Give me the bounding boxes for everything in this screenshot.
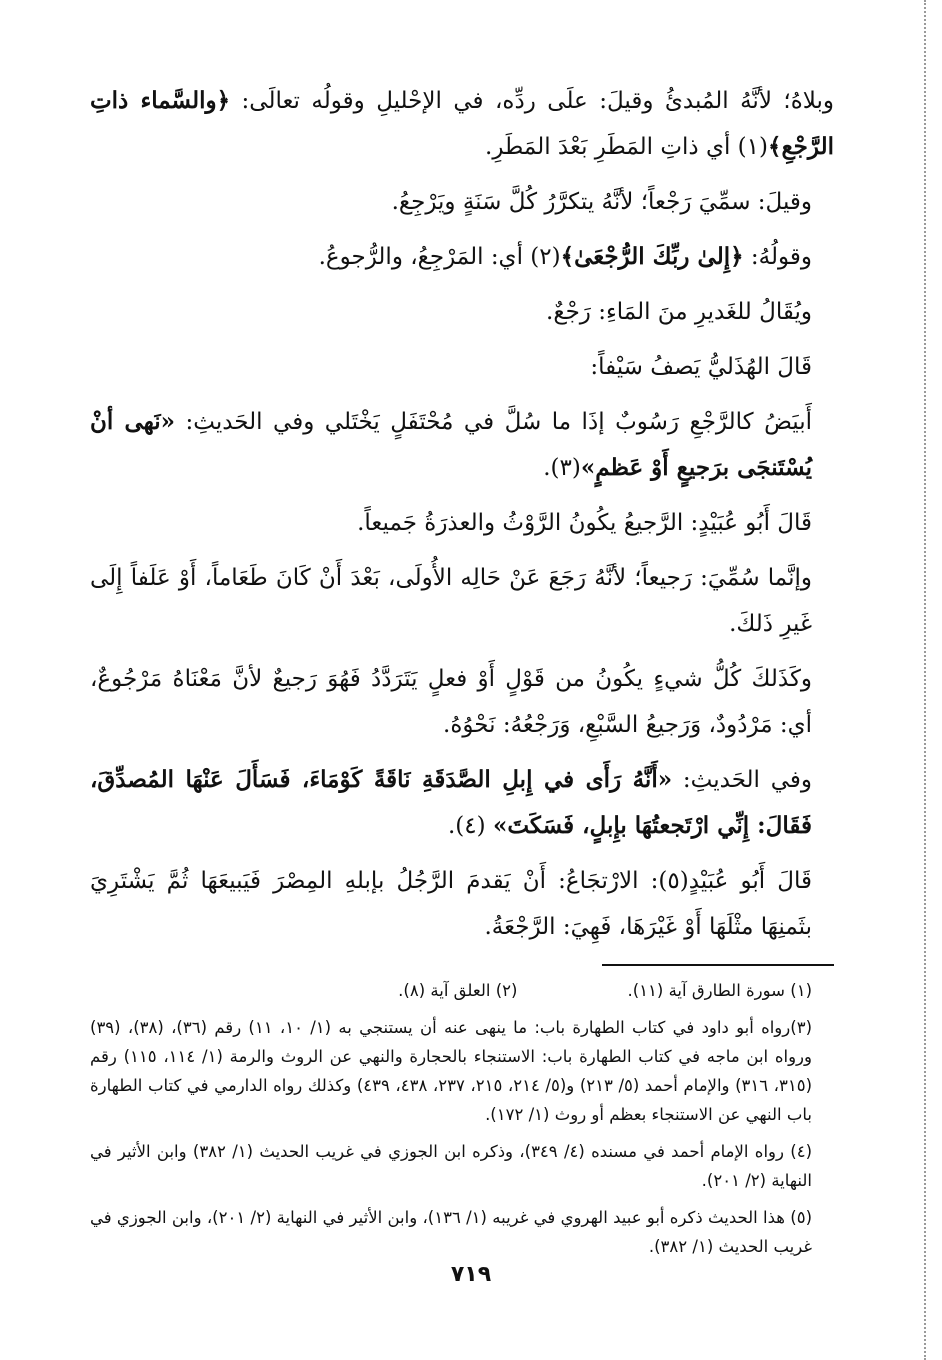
text-run: وقولُهُ: — [743, 244, 812, 270]
footnote-divider — [602, 964, 834, 966]
quoted-text: ﴿إِلىٰ ربِّكَ الرُّجْعَىٰ﴾ — [560, 243, 744, 270]
body-paragraph — [90, 858, 834, 950]
body-text — [90, 78, 834, 950]
body-paragraph — [90, 78, 834, 170]
text-run: وقيلَ: سمِّيَ رَجْعاً؛ لأنَّهُ يتكرَّرُ كُلَّ سَنَةٍ ويَرْجِعُ. — [391, 189, 812, 215]
body-paragraph — [90, 289, 834, 335]
text-run: (٣). — [543, 455, 581, 481]
body-paragraph — [90, 555, 834, 647]
text-run: قَالَ أَبُو عُبَيْدٍ: الرَّجيعُ يكُونُ الرَّوْثُ والعذرَةُ جَميعاً. — [357, 510, 812, 536]
quoted-text: «أَنَّهُ رَأَى في إِبلِ الصَّدَقَةِ نَاقَةً كَوْمَاءَ، فَسَأَلَ عَنْهَا المُصدِّقَ، فَقَالَ: إِنِّي ارْتَجعتُهَا بإِبلٍ، فَسَكَتَ» — [90, 766, 812, 839]
footnote-row-1-2 — [90, 976, 834, 1005]
footnote-3: (٣)رواه أبو داود في كتاب الطهارة باب: ما ينهى عنه أن يستنجي به (١/ ١٠، ١١) رقم (٣٦)، (٣٨)، (٣٩) ورواه ابن ماجه في كتاب الطهارة باب: الاستنجاء بالحجارة والنهي عن الروث والرمة (١/ ١١٤، ١١٥) رقم (٣١٥، ٣١٦) والإمام أحمد (٥/ ٢١٣) و(٥/ ٢١٤، ٢١٥، ٢٣٧، ٤٣٨، ٤٣٩) وكذلك رواه الدارمي في كتاب الطهارة باب النهي عن الاستنجاء بعظم أو روث (١/ ١٧٢). — [90, 1018, 813, 1124]
footnote-1: (١) سورة الطارق آية (١١). — [627, 981, 812, 1000]
text-run: قَالَ أَبُو عُبَيْدٍ(٥): الارْتجَاعُ: أَنْ يَقدمَ الرَّجُلُ بإبلهِ المِصْرَ فَيَبيعَهَا ثُمَّ يَشْتَرِيَ بثَمنِهَا مثْلَهَا أَوْ غَيْرَهَا، فَهِيَ: الرَّجْعَةُ. — [90, 868, 812, 940]
footnote-4: (٤) رواه الإمام أحمد في مسنده (٤/ ٣٤٩)، وذكره ابن الجوزي في غريب الحديث (١/ ٣٨٢) وابن الأثير في النهاية (٢/ ٢٠١). — [90, 1142, 813, 1190]
body-paragraph — [90, 757, 834, 849]
quoted-text: ﴿والسَّماء ذاتِ الرَّجْعِ﴾ — [90, 87, 834, 160]
text-run: قَالَ الهُذَليُّ يَصفُ سَيْفاً: — [590, 354, 812, 380]
quoted-text: «نَهى أنْ يُسْتَنجَى برَجيعٍ أَوْ عَظمٍ» — [90, 408, 812, 481]
text-run: (٢) أي: المَرْجِعُ، والرُّجوعُ. — [318, 244, 561, 270]
body-paragraph — [90, 656, 834, 748]
footnotes — [90, 976, 834, 1261]
page-content — [90, 78, 834, 1269]
text-run: أَبيَضُ كالرَّجْعِ رَسُوبٌ إذَا ما سُلَّ في مُحْتَفَلٍ يَخْتَلي وفي الحَديثِ: — [175, 409, 812, 435]
body-paragraph — [90, 399, 834, 491]
scan-edge — [924, 0, 942, 1360]
text-run: ويُقَالُ للغَديرِ منَ المَاءِ: رَجْعٌ. — [546, 299, 812, 325]
footnote-5: (٥) هذا الحديث ذكره أبو عبيد الهروي في غريبه (١/ ١٣٦)، وابن الأثير في النهاية (٢/ ٢٠١)، وابن الجوزي في غريب الحديث (١/ ٣٨٢). — [90, 1208, 812, 1256]
text-run: (١) أي ذاتِ المَطَرِ بَعْدَ المَطَرِ. — [485, 134, 768, 160]
body-paragraph — [90, 344, 834, 390]
text-run: (٤). — [448, 813, 493, 839]
text-run: وفي الحَديثِ: — [672, 767, 812, 793]
body-paragraph — [90, 179, 834, 225]
text-run: وبلاهُ؛ لأنَّهُ المُبدئُ وقيلَ: علَى ردِّه، في الإحْليلِ وقولُه تعالَى: — [230, 88, 834, 114]
text-run: وإنَّما سُمِّيَ: رَجيعاً؛ لأنَّهُ رَجَعَ عَنْ حَالِه الأُولَى، بَعْدَ أَنْ كَانَ طَعَاماً، أَوْ عَلَفاً إِلَى غَيرِ ذَلكَ. — [90, 565, 812, 637]
footnote-2: (٢) العلق آية (٨). — [398, 981, 518, 1000]
body-paragraph — [90, 500, 834, 546]
body-paragraph — [90, 234, 834, 280]
page-number: ٧١٩ — [450, 1262, 492, 1287]
text-run: وكَذَلكَ كُلُّ شيءٍ يكُونُ من قَوْلٍ أَوْ فعلٍ يَتَرَدَّدُ فَهُوَ رَجيعٌ لأنَّ مَعْنَاهُ مَرْجُوعٌ، أي: مَرْدُودٌ، وَرَجيعُ السَّبْعِ، وَرَجْعُهُ: نَحْوُهُ. — [90, 666, 812, 738]
